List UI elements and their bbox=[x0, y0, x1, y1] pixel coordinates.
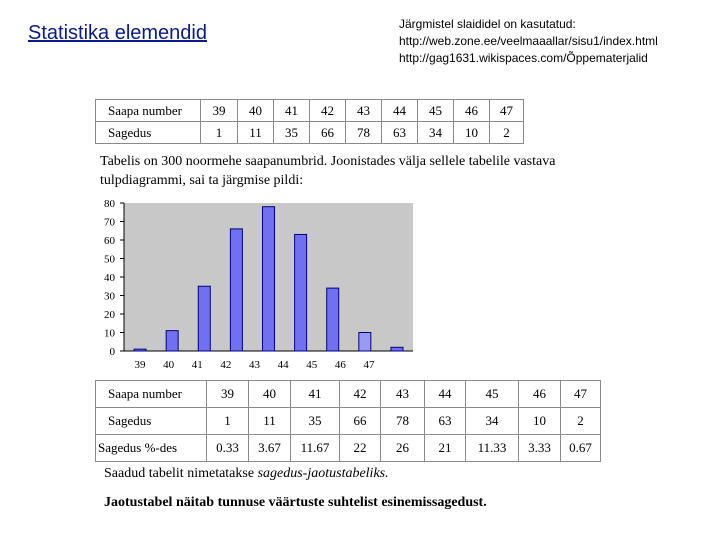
y-tick-label: 10 bbox=[104, 327, 115, 340]
frequency-percent-table bbox=[95, 380, 601, 462]
table-cell: 11 bbox=[249, 408, 291, 435]
chart-bar bbox=[166, 331, 178, 351]
table-cell: 0.33 bbox=[207, 435, 249, 462]
y-tick-label: 80 bbox=[104, 198, 115, 210]
y-tick-label: 70 bbox=[104, 216, 115, 229]
table-cell: 3.67 bbox=[249, 435, 291, 462]
table-cell: 46 bbox=[519, 381, 561, 408]
table-row bbox=[96, 435, 601, 462]
row-label: Saapa number bbox=[96, 100, 201, 122]
chart-bar bbox=[391, 347, 403, 351]
table-cell: 63 bbox=[425, 408, 466, 435]
row-label: Saapa number bbox=[96, 381, 207, 408]
chart-bar bbox=[134, 349, 146, 351]
table-cell: 66 bbox=[340, 408, 381, 435]
y-tick-label: 60 bbox=[104, 235, 115, 247]
table-row bbox=[96, 381, 601, 408]
row-label: Sagedus bbox=[96, 408, 207, 435]
table-cell: 1 bbox=[207, 408, 249, 435]
row-label: Sagedus %-des bbox=[96, 435, 207, 462]
chart-bar bbox=[198, 286, 210, 351]
x-tick-label: 43 bbox=[249, 359, 260, 371]
table-cell: 44 bbox=[382, 100, 418, 122]
source-link-2[interactable]: http://gag1631.wikispaces.com/Õppematerjalid bbox=[399, 51, 648, 65]
y-tick-label: 40 bbox=[104, 272, 115, 284]
table-cell: 42 bbox=[340, 381, 381, 408]
table-cell: 2 bbox=[561, 408, 601, 435]
table-cell: 78 bbox=[381, 408, 425, 435]
x-tick-label: 42 bbox=[220, 359, 232, 371]
x-tick-label: 47 bbox=[363, 359, 375, 371]
source-link-1[interactable]: http://web.zone.ee/veelmaaallar/sisu1/index.html bbox=[399, 34, 658, 48]
table-cell: 0.67 bbox=[561, 435, 601, 462]
table-cell: 35 bbox=[274, 122, 310, 144]
x-tick-label: 44 bbox=[277, 359, 289, 371]
table-cell: 78 bbox=[346, 122, 382, 144]
table-cell: 34 bbox=[418, 122, 454, 144]
chart-bar bbox=[295, 234, 307, 351]
source-intro: Järgmistel slaididel on kasutatud: bbox=[399, 17, 576, 31]
table-cell: 22 bbox=[340, 435, 381, 462]
table-cell: 66 bbox=[310, 122, 346, 144]
table-cell: 46 bbox=[454, 100, 490, 122]
table-cell: 41 bbox=[291, 381, 340, 408]
x-tick-label: 40 bbox=[163, 359, 175, 371]
y-tick-label: 20 bbox=[104, 309, 115, 321]
footer-line-1 bbox=[104, 466, 389, 482]
x-tick-label: 45 bbox=[306, 359, 318, 371]
table-cell: 2 bbox=[490, 122, 524, 144]
table-cell: 10 bbox=[454, 122, 490, 144]
table-cell: 39 bbox=[201, 100, 238, 122]
y-tick-label: 50 bbox=[104, 253, 115, 266]
chart-bar bbox=[230, 229, 242, 351]
x-tick-label: 41 bbox=[191, 359, 203, 371]
table-cell: 43 bbox=[346, 100, 382, 122]
table-cell: 11 bbox=[238, 122, 274, 144]
y-tick-label: 0 bbox=[109, 346, 115, 358]
table-cell: 45 bbox=[418, 100, 454, 122]
x-tick-label: 39 bbox=[134, 359, 146, 371]
footer-term: sagedus-jaotustabeliks. bbox=[257, 466, 389, 481]
intro-paragraph: Tabelis on 300 noormehe saapanumbrid. Joonistades välja sellele tabelile vastava tulpdiagrammi, sai ta järgmise pildi: bbox=[100, 154, 556, 188]
x-tick-label: 46 bbox=[334, 359, 346, 371]
table-cell: 11.33 bbox=[466, 435, 519, 462]
table-cell: 35 bbox=[291, 408, 340, 435]
footer-text: Saadud tabelit nimetatakse bbox=[104, 466, 258, 481]
y-tick-label: 30 bbox=[104, 290, 115, 303]
chart-bar bbox=[327, 288, 339, 351]
table-cell: 42 bbox=[310, 100, 346, 122]
table-cell: 43 bbox=[381, 381, 425, 408]
table-cell: 11.67 bbox=[291, 435, 340, 462]
row-label: Sagedus bbox=[96, 122, 201, 144]
chart-bar bbox=[359, 333, 371, 352]
footer-line-2: Jaotustabel näitab tunnuse väärtuste suhtelist esinemissagedust. bbox=[104, 495, 487, 510]
table-cell: 44 bbox=[425, 381, 466, 408]
table-cell: 40 bbox=[238, 100, 274, 122]
table-cell: 39 bbox=[207, 381, 249, 408]
table-cell: 10 bbox=[519, 408, 561, 435]
table-cell: 47 bbox=[561, 381, 601, 408]
table-cell: 21 bbox=[425, 435, 466, 462]
table-cell: 3.33 bbox=[519, 435, 561, 462]
slide-title: Statistika elemendid bbox=[28, 22, 207, 44]
chart-bar bbox=[263, 207, 275, 351]
table-cell: 41 bbox=[274, 100, 310, 122]
table-cell: 34 bbox=[466, 408, 519, 435]
table-cell: 1 bbox=[201, 122, 238, 144]
table-cell: 40 bbox=[249, 381, 291, 408]
table-cell: 47 bbox=[490, 100, 524, 122]
table-cell: 45 bbox=[466, 381, 519, 408]
table-cell: 26 bbox=[381, 435, 425, 462]
table-row bbox=[96, 408, 601, 435]
table-cell: 63 bbox=[382, 122, 418, 144]
